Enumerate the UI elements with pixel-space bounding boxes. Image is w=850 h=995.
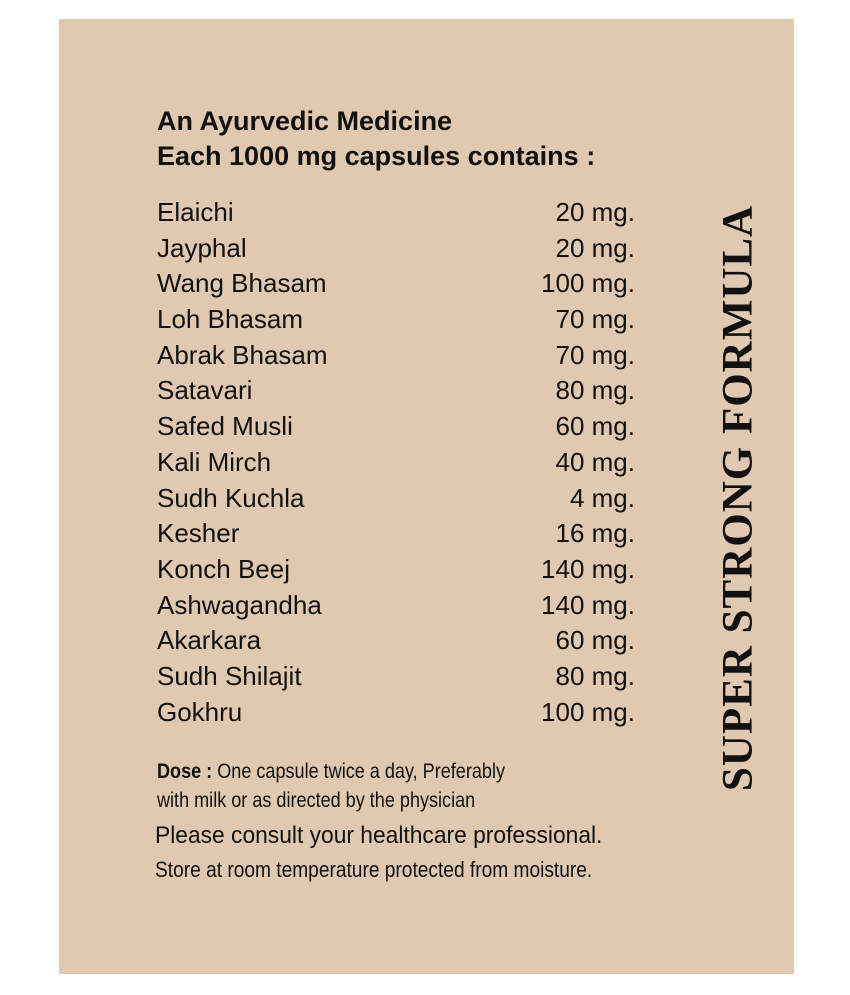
ingredient-quantity: 100 mg.	[541, 696, 635, 727]
ingredient-quantity: 100 mg.	[541, 268, 635, 299]
ingredient-row	[157, 373, 635, 409]
ingredient-row	[157, 623, 635, 659]
ingredient-quantity: 140 mg.	[541, 553, 635, 584]
ingredient-row	[157, 195, 635, 231]
dose-line-1	[157, 757, 505, 786]
dose-text: One capsule twice a day, Preferably	[217, 760, 506, 783]
consult-note: Please consult your healthcare professional.	[155, 822, 603, 849]
ingredient-row	[157, 302, 635, 338]
ingredient-name: Kesher	[157, 518, 240, 549]
ingredient-quantity: 60 mg.	[555, 411, 635, 442]
heading-subtitle: Each 1000 mg capsules contains :	[157, 141, 596, 171]
ingredient-row	[157, 588, 635, 624]
storage-note: Store at room temperature protected from moisture.	[155, 857, 593, 882]
ingredient-name: Ashwagandha	[157, 589, 322, 620]
ingredient-row	[157, 659, 635, 695]
ingredient-row	[157, 231, 635, 267]
ingredient-name: Wang Bhasam	[157, 268, 327, 299]
heading-title: An Ayurvedic Medicine	[157, 106, 453, 136]
dose-instructions	[157, 757, 505, 815]
side-banner-text: SUPER STRONG FORMULA	[714, 204, 762, 792]
ingredient-name: Satavari	[157, 375, 253, 406]
ingredient-row	[157, 481, 635, 517]
ingredient-quantity: 16 mg.	[555, 518, 635, 549]
ingredient-name: Elaichi	[157, 197, 234, 227]
side-banner	[706, 184, 770, 812]
ingredient-name: Akarkara	[157, 625, 262, 656]
ingredient-row	[157, 695, 635, 731]
ingredient-name: Sudh Shilajit	[157, 660, 302, 691]
ingredients-list	[157, 195, 635, 730]
ingredient-row	[157, 409, 635, 445]
dose-label: Dose :	[157, 760, 213, 783]
ingredient-name: Sudh Kuchla	[157, 482, 305, 513]
ingredient-row	[157, 338, 635, 374]
ingredient-name: Gokhru	[157, 696, 243, 727]
ingredient-quantity: 140 mg.	[541, 589, 635, 620]
label-panel	[59, 19, 794, 974]
ingredient-row	[157, 445, 635, 481]
ingredient-quantity: 20 mg.	[555, 197, 635, 227]
ingredient-quantity: 70 mg.	[555, 304, 635, 335]
ingredient-quantity: 40 mg.	[555, 446, 635, 477]
ingredient-name: Konch Beej	[157, 553, 290, 584]
dose-line-2: with milk or as directed by the physician	[157, 789, 476, 812]
ingredient-quantity: 80 mg.	[555, 660, 635, 691]
ingredient-quantity: 60 mg.	[555, 625, 635, 656]
ingredient-quantity: 4 mg.	[569, 482, 635, 513]
ingredient-row	[157, 552, 635, 588]
ingredient-name: Abrak Bhasam	[157, 339, 328, 370]
ingredient-name: Kali Mirch	[157, 446, 272, 477]
ingredient-row	[157, 516, 635, 552]
ingredient-name: Safed Musli	[157, 411, 293, 442]
ingredient-quantity: 70 mg.	[555, 339, 635, 370]
ingredient-row	[157, 266, 635, 302]
ingredient-quantity: 20 mg.	[555, 232, 635, 263]
ingredient-name: Loh Bhasam	[157, 304, 303, 335]
ingredient-quantity: 80 mg.	[555, 375, 635, 406]
ingredient-name: Jayphal	[157, 232, 247, 263]
